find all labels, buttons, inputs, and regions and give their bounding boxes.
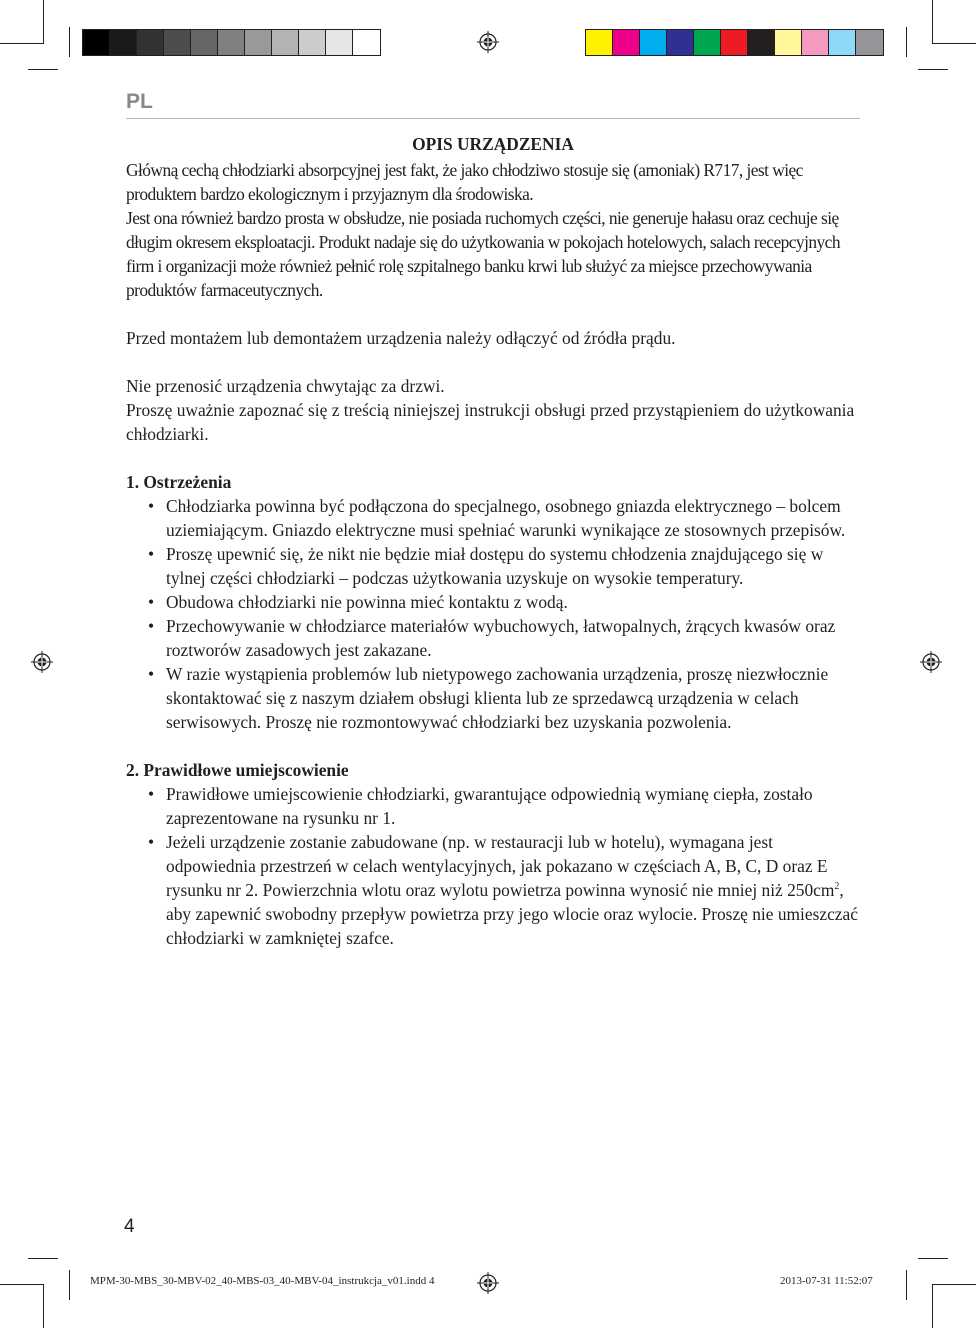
color-swatch [829, 30, 856, 55]
color-swatch [640, 30, 667, 55]
process-color-bar [585, 29, 884, 56]
gray-swatch [272, 30, 299, 55]
crosshair-registration-icon [31, 651, 53, 673]
bullet: • [148, 784, 155, 804]
notice-doors: Nie przenosić urządzenia chwytając za drzwi. [126, 376, 445, 396]
crosshair-registration-icon [477, 31, 499, 53]
crop-mark-bottom-left-inner-vertical [69, 1270, 70, 1300]
gray-swatch [137, 30, 164, 55]
document-body [126, 132, 860, 950]
timestamp: 2013-07-31 11:52:07 [780, 1275, 873, 1287]
crop-mark-top-right-inner-horizontal [918, 69, 948, 70]
list-item: • Prawidłowe umiejscowienie chłodziarki, gwarantujące odpowiednią wymianę ciepła, zostało zaprezentowane na rysunku nr 1. [148, 784, 813, 828]
section-2-heading: 2. Prawidłowe umiejscowienie [126, 760, 349, 780]
grayscale-color-bar [82, 29, 381, 56]
bullet: • [148, 832, 155, 852]
notice-read: Proszę uważnie zapoznać się z treścią niniejszej instrukcji obsługi przed przystąpieniem do użytkowania chłodziarki. [126, 400, 855, 444]
gray-swatch [83, 30, 110, 55]
bullet: • [148, 544, 155, 564]
color-swatch [667, 30, 694, 55]
crop-mark-bottom-left-horizontal [0, 1284, 44, 1285]
crop-mark-bottom-left-inner-horizontal [28, 1258, 58, 1259]
crop-mark-top-left-horizontal [0, 43, 44, 44]
crosshair-registration-icon [920, 651, 942, 673]
crop-mark-top-left-inner-horizontal [28, 69, 58, 70]
gray-swatch [353, 30, 380, 55]
gray-swatch [164, 30, 191, 55]
gray-swatch [299, 30, 326, 55]
gray-swatch [110, 30, 137, 55]
color-swatch [775, 30, 802, 55]
list-item: • Proszę upewnić się, że nikt nie będzie miał dostępu do systemu chłodzenia znajdującego się w tylnej części chłodziarki – podczas użytkowania uzyskuje on wysokie temperatury. [148, 544, 824, 588]
color-swatch [856, 30, 883, 55]
bullet: • [148, 592, 155, 612]
list-item: • Jeżeli urządzenie zostanie zabudowane (np. w restauracji lub w hotelu), wymagana jest odpowiednia przestrzeń w celach wentylacyjnych, jak pokazano w częściach A, B, C, D oraz E rysunku nr 2. Powierzchnia wlotu oraz wylotu powietrza powinna wynosić nie mniej niż $250cm^2$, aby zapewnić swobodny przepływ powietrza przy jego wlocie oraz wylocie. Proszę nie umieszczać chłodziarki w zamkniętej szafce. [148, 832, 858, 948]
list-item: • Obudowa chłodziarki nie powinna mieć kontaktu z wodą. [148, 592, 568, 612]
color-swatch [802, 30, 829, 55]
crop-mark-bottom-right-vertical [932, 1284, 933, 1328]
gray-swatch [326, 30, 353, 55]
gray-swatch [191, 30, 218, 55]
gray-swatch [218, 30, 245, 55]
warnings-list [126, 494, 860, 734]
color-swatch [586, 30, 613, 55]
crop-mark-top-left-vertical [43, 0, 44, 44]
list-item: • Chłodziarka powinna być podłączona do specjalnego, osobnego gniazda elektrycznego – bolcem uziemiającym. Gniazdo elektryczne musi spełniać warunki wynikające ze stosownych przepisów. [148, 496, 846, 540]
crop-mark-top-right-vertical [932, 0, 933, 44]
header-rule [126, 118, 860, 119]
page-number: 4 [124, 1216, 135, 1237]
superscript: 2 [834, 881, 840, 893]
bullet: • [148, 496, 155, 516]
section-1-heading: 1. Ostrzeżenia [126, 472, 232, 492]
crop-mark-top-left-inner-vertical [69, 27, 70, 57]
bullet: • [148, 664, 155, 684]
notice-power: Przed montażem lub demontażem urządzenia należy odłączyć od źródła prądu. [126, 328, 676, 348]
color-swatch [721, 30, 748, 55]
page-title: OPIS URZĄDZENIA [412, 134, 574, 154]
crop-mark-bottom-left-vertical [43, 1284, 44, 1328]
gray-swatch [245, 30, 272, 55]
file-slug: MPM-30-MBS_30-MBV-02_40-MBS-03_40-MBV-04_instrukcja_v01.indd 4 [90, 1275, 435, 1287]
list-item: • W razie wystąpienia problemów lub nietypowego zachowania urządzenia, proszę niezwłocznie skontaktować się z naszym działem obsługi klienta lub ze sprzedawcą urządzenia w celach serwisowych. Proszę nie rozmontowywać chłodziarki bez uzyskania pozwolenia. [148, 664, 829, 732]
crop-mark-bottom-right-horizontal [932, 1284, 976, 1285]
crop-mark-top-right-inner-vertical [906, 27, 907, 57]
crosshair-registration-icon [477, 1272, 499, 1294]
intro-paragraph-1: Główną cechą chłodziarki absorpcyjnej jest fakt, że jako chłodziwo stosuje się (amoniak) R717, jest więc produktem bardzo ekologicznym i przyjaznym dla środowiska. [126, 160, 803, 204]
list-item: • Przechowywanie w chłodziarce materiałów wybuchowych, łatwopalnych, żrących kwasów oraz roztworów zasadowych jest zakazane. [148, 616, 836, 660]
color-swatch [748, 30, 775, 55]
language-label: PL [126, 90, 153, 113]
crop-mark-bottom-right-inner-horizontal [918, 1258, 948, 1259]
color-swatch [613, 30, 640, 55]
color-swatch [694, 30, 721, 55]
bullet: • [148, 616, 155, 636]
placement-list [126, 782, 860, 950]
crop-mark-top-right-horizontal [932, 43, 976, 44]
crop-mark-bottom-right-inner-vertical [906, 1270, 907, 1300]
intro-paragraph-2: Jest ona również bardzo prosta w obsłudze, nie posiada ruchomych części, nie generuje hałasu oraz cechuje się długim okresem eksploatacji. Produkt nadaje się do użytkowania w pokojach hotelowych, salach recepcyjnych firm i organizacji może również pełnić rolę szpitalnego banku krwi lub służyć za miejsce przechowywania produktów farmaceutycznych. [126, 208, 840, 300]
